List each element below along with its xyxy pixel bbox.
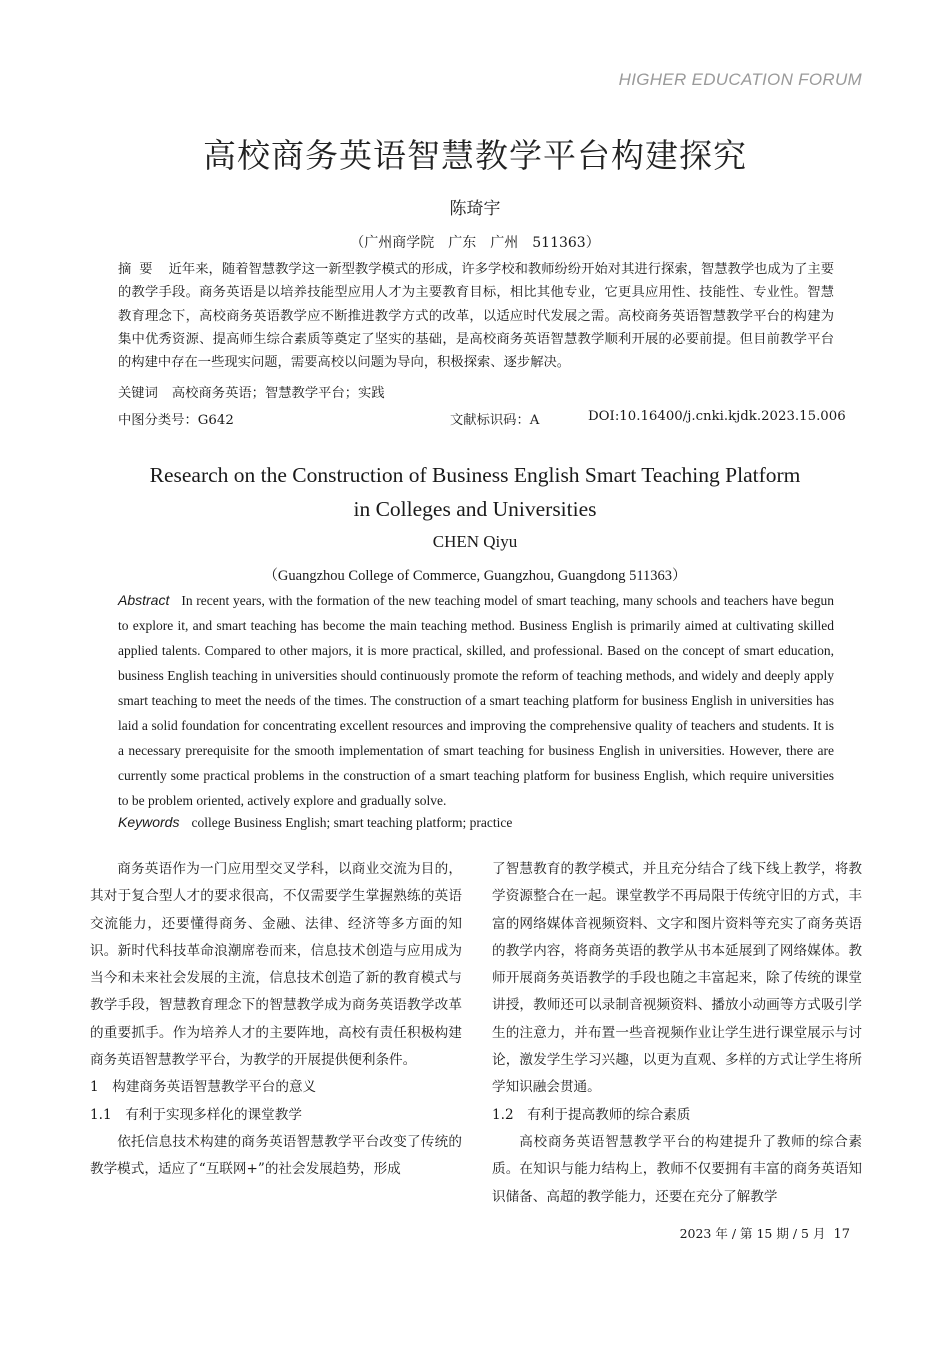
title-chinese: 高校商务英语智慧教学平台构建探究 xyxy=(203,136,747,175)
keywords-english-text: college Business English; smart teaching platform; practice xyxy=(191,815,513,830)
page-footer xyxy=(680,1224,850,1242)
body-paragraph: 依托信息技术构建的商务英语智慧教学平台改变了传统的教学模式，适应了“互联网+”的社会发展趋势，形成 xyxy=(90,1133,462,1178)
author-english: CHEN Qiyu xyxy=(432,532,518,551)
classification-row xyxy=(118,409,846,428)
author-chinese: 陈琦宇 xyxy=(449,199,501,219)
keywords-english xyxy=(118,814,834,831)
body-column-left xyxy=(90,856,462,1184)
keywords-chinese-text: 高校商务英语；智慧教学平台；实践 xyxy=(171,386,385,401)
keywords-chinese xyxy=(118,382,834,401)
clc-number: 中图分类号：G642 xyxy=(118,413,234,428)
body-paragraph: 高校商务英语智慧教学平台的构建提升了教师的综合素质。在知识与能力结构上，教师不仅要拥有丰富的商务英语知识储备、高超的教学能力，还要在充分了解教学 xyxy=(492,1133,862,1205)
keywords-english-label: Keywords xyxy=(118,814,180,830)
keywords-chinese-label: 关键词 xyxy=(118,386,158,401)
page-number: 17 xyxy=(833,1227,850,1242)
affiliation-english: （Guangzhou College of Commerce, Guangzhou, Guangdong 511363） xyxy=(263,568,687,584)
doi: DOI:10.16400/j.cnki.kjdk.2023.15.006 xyxy=(588,409,846,424)
document-code: 文献标识码：A xyxy=(450,413,540,428)
abstract-english-label: Abstract xyxy=(118,592,170,608)
abstract-chinese-label: 摘要 xyxy=(118,262,161,277)
issue-info: 2023 年 / 第 15 期 / 5 月 xyxy=(679,1226,826,1241)
abstract-english xyxy=(118,588,834,813)
title-english-line-2: in Colleges and Universities xyxy=(353,497,597,521)
affiliation-chinese: （广州商学院 广东 广州 511363） xyxy=(350,235,600,251)
abstract-chinese xyxy=(118,258,834,374)
body-paragraph: 了智慧教育的教学模式，并且充分结合了线下线上教学，将教学资源整合在一起。课堂教学不再局限于传统守旧的方式，丰富的网络媒体音视频资料、文字和图片资料等充实了商务英语的教学内容，将商务英语的教学从书本延展到了网络媒体。教师开展商务英语教学的手段也随之丰富起来，除了传统的课堂讲授，教师还可以录制音视频资料、播放小动画等方式吸引学生的注意力，并布置一些音视频作业让学生进行课堂展示与讨论，激发学生学习兴趣，以更为直观、多样的方式让学生将所学知识融会贯通。 xyxy=(492,861,862,1096)
abstract-chinese-text: 近年来，随着智慧教学这一新型教学模式的形成，许多学校和教师纷纷开始对其进行探索，智慧教学也成为了主要的教学手段。商务英语是以培养技能型应用人才为主要教育目标，相比其他专业，它更具应用性、技能性、专业性。智慧教育理念下，高校商务英语教学应不断推进教学方式的改革，以适应时代发展之需。高校商务英语智慧教学平台的构建为集中优秀资源、提高师生综合素质等奠定了坚实的基础，是高校商务英语智慧教学顺利开展的必要前提。但目前教学平台的构建中存在一些现实问题，需要高校以问题为导向，积极探索、逐步解决。 xyxy=(118,262,835,371)
section-heading: 1 构建商务英语智慧教学平台的意义 xyxy=(90,1079,317,1096)
subsection-heading: 1.1 有利于实现多样化的课堂教学 xyxy=(90,1106,302,1123)
title-english-line-1: Research on the Construction of Business English Smart Teaching Platform xyxy=(149,463,801,487)
abstract-english-text: In recent years, with the formation of the new teaching model of smart teaching, many schools and teachers have begun to explore it, and smart teaching has become the main teaching method. Business English is primarily aimed at cultivating skilled applied talents. Compared to other majors, it is more practical, skilled, and professional. Based on the concept of smart education, business English teaching in universities should continuously promote the reform of teaching methods, and widely and deeply apply smart teaching to meet the needs of the times. The construction of a smart teaching platform for business English in universities has laid a solid foundation for concentrating excellent resources and improving the comprehensive quality of teachers and students. It is a necessary prerequisite for the smooth implementation of smart teaching for business English in universities. However, there are currently some practical problems in the construction of a smart teaching platform for business English, which require universities to be problem oriented, actively explore and gradually solve. xyxy=(118,593,834,808)
subsection-heading: 1.2 有利于提高教师的综合素质 xyxy=(492,1106,691,1123)
title-english xyxy=(0,458,950,526)
body-paragraph: 商务英语作为一门应用型交叉学科，以商业交流为目的，其对于复合型人才的要求很高，不仅需要学生掌握熟练的英语交流能力，还要懂得商务、金融、法律、经济等多方面的知识。新时代科技革命浪潮席卷而来，信息技术创造与应用成为当今和未来社会发展的主流，信息技术创造了新的教育模式与教学手段，智慧教育理念下的智慧教学成为商务英语教学改革的重要抓手。作为培养人才的主要阵地，高校有责任积极构建商务英语智慧教学平台，为教学的开展提供便利条件。 xyxy=(90,861,462,1069)
journal-header: HIGHER EDUCATION FORUM xyxy=(618,70,862,89)
body-column-right xyxy=(492,856,862,1211)
